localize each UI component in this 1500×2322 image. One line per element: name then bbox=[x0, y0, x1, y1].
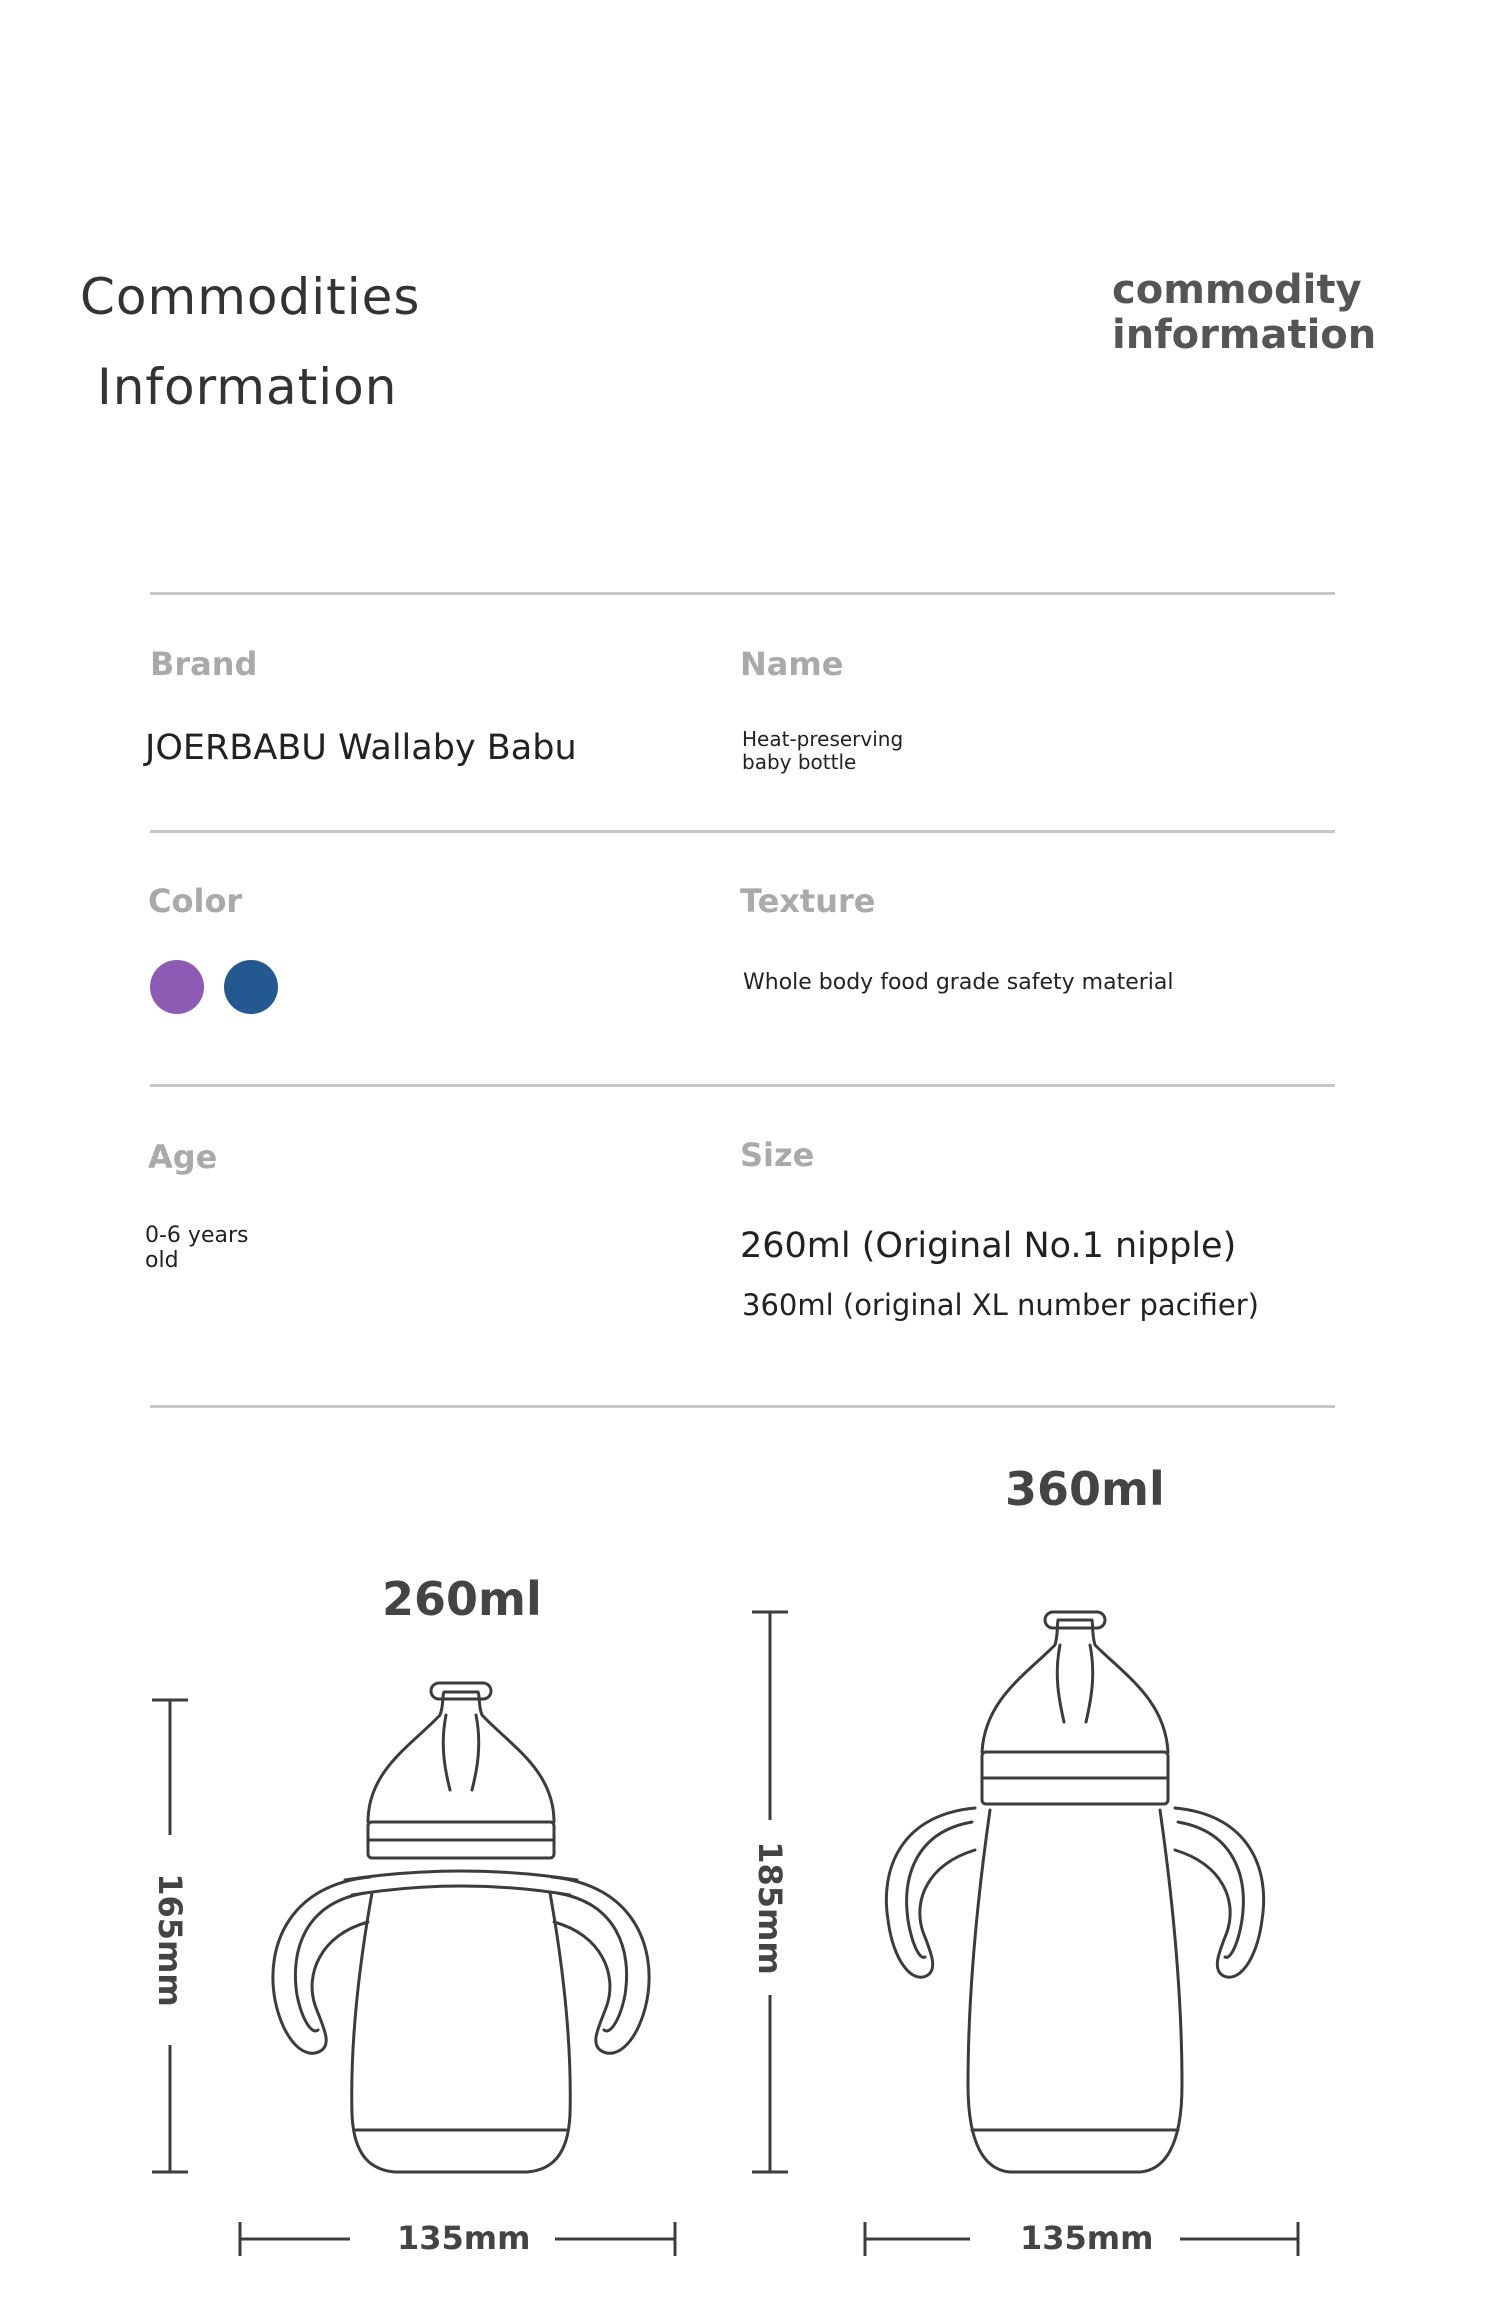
name-value-line-2: baby bottle bbox=[742, 750, 857, 774]
height-label-260: 165mm bbox=[151, 1873, 189, 2007]
capacity-label-260: 260ml bbox=[382, 1572, 542, 1626]
brand-label: Brand bbox=[150, 645, 258, 683]
page-title-line-1: Commodities bbox=[80, 268, 421, 326]
width-label-260: 135mm bbox=[397, 2219, 531, 2257]
size-option-2: 360ml (original XL number pacifier) bbox=[742, 1288, 1259, 1322]
age-value-line-1: 0-6 years bbox=[145, 1223, 249, 1248]
age-value-line-2: old bbox=[145, 1248, 179, 1273]
brand-value: JOERBABU Wallaby Babu bbox=[145, 728, 577, 768]
side-title-line-2: information bbox=[1112, 312, 1377, 358]
side-title-line-1: commodity bbox=[1112, 267, 1362, 313]
dimension-lines bbox=[152, 1612, 1298, 2256]
size-label: Size bbox=[740, 1136, 815, 1174]
color-label: Color bbox=[148, 882, 243, 920]
name-value-line-1: Heat-preserving bbox=[742, 727, 904, 751]
capacity-label-360: 360ml bbox=[1005, 1462, 1165, 1516]
texture-label: Texture bbox=[740, 882, 876, 920]
bottle-360ml-illustration bbox=[886, 1612, 1263, 2172]
width-label-360: 135mm bbox=[1020, 2219, 1154, 2257]
bottle-260ml-illustration bbox=[273, 1683, 649, 2172]
age-label: Age bbox=[148, 1138, 218, 1176]
height-label-360: 185mm bbox=[751, 1841, 789, 1975]
page-title-line-2: Information bbox=[97, 358, 398, 416]
name-label: Name bbox=[740, 645, 844, 683]
size-option-1: 260ml (Original No.1 nipple) bbox=[740, 1226, 1237, 1266]
texture-value: Whole body food grade safety material bbox=[743, 970, 1174, 995]
